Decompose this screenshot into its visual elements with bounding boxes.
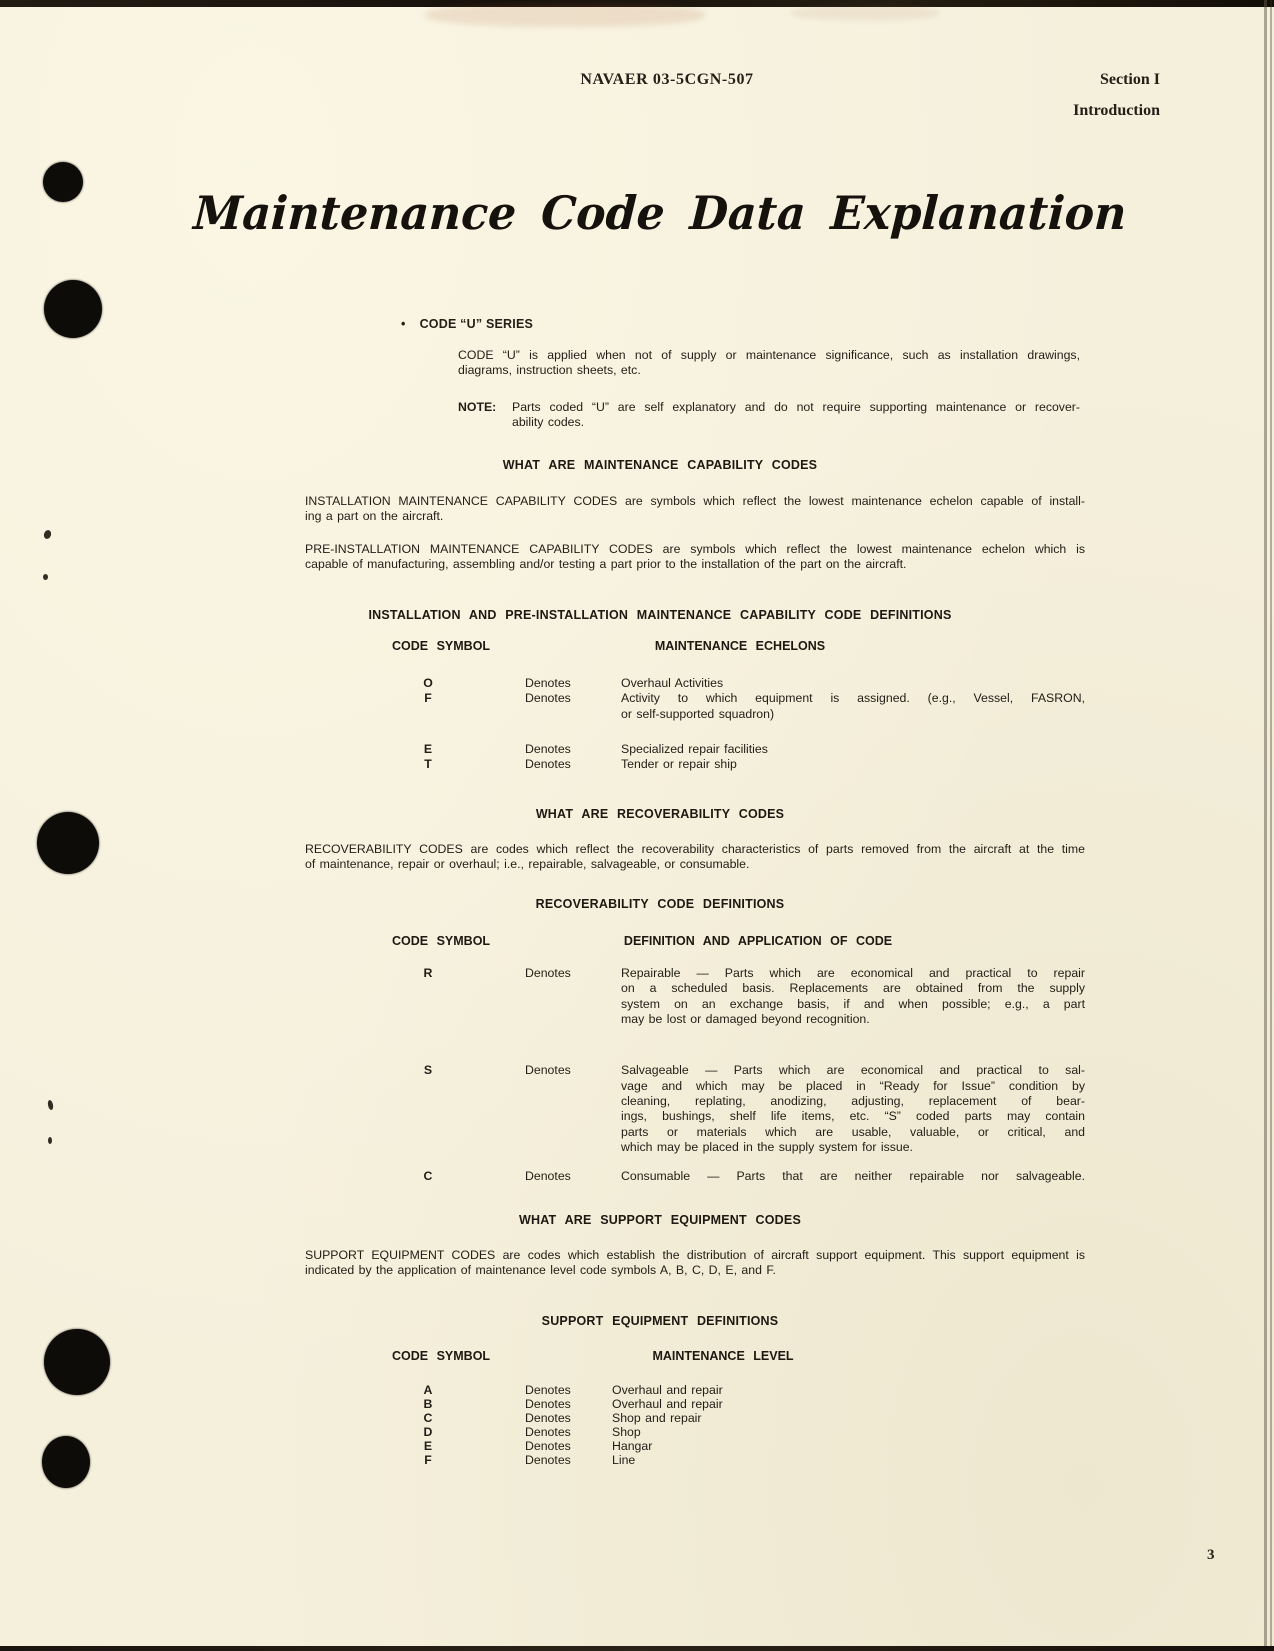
capability-table <box>305 676 1085 773</box>
pre-installation-capability-paragraph: PRE-INSTALLATION MAINTENANCE CAPABILITY CODES are symbols which reflect the lowest maintenance echelon which is capable of manufacturing, assembling and/or testing a part prior to the installation of the part on the aircraft. <box>305 542 1085 572</box>
note-text: Parts coded “U” are self explanatory and do not require supporting maintenance or recover- ability codes. <box>512 400 1080 430</box>
heading-recoverability-definitions: RECOVERABILITY CODE DEFINITIONS <box>535 897 785 911</box>
table-row-f <box>305 691 1085 722</box>
definition-text: Tender or repair ship <box>621 757 737 772</box>
support-equipment-paragraph: SUPPORT EQUIPMENT CODES are codes which establish the distribution of aircraft support equipment. This support equipment is indicated by the application of maintenance level code symbols A, B, C, D, E, and F. <box>305 1248 1085 1278</box>
scan-right-edge-line <box>1270 0 1272 1651</box>
page-title: Maintenance Code Data Explanation <box>192 186 1128 240</box>
denotes-label: Denotes <box>525 966 571 980</box>
section-label: Section I <box>1100 71 1160 88</box>
document-number: NAVAER 03-5CGN-507 <box>580 71 754 88</box>
binder-punch-hole <box>43 162 83 202</box>
table-row-o <box>305 676 1085 691</box>
table-row-b <box>305 1398 1085 1412</box>
ink-stamp-ghost <box>425 3 705 27</box>
support-equipment-table <box>305 1384 1085 1467</box>
column-header-code-symbol: CODE SYMBOL <box>392 934 491 948</box>
ink-speck <box>47 1100 54 1111</box>
heading-recoverability: WHAT ARE RECOVERABILITY CODES <box>535 807 785 821</box>
column-header-maintenance-echelons: MAINTENANCE ECHELONS <box>654 639 826 653</box>
table-row-e <box>305 1440 1085 1454</box>
table-row-a <box>305 1384 1085 1398</box>
code-symbol: C <box>423 1410 433 1425</box>
denotes-label: Denotes <box>525 757 571 772</box>
capability-table-header <box>305 639 1085 655</box>
definition-text: Overhaul Activities <box>621 676 724 690</box>
table-row-c <box>305 1412 1085 1426</box>
maintenance-level-text: Shop <box>612 1424 641 1439</box>
code-u-note <box>458 400 1080 431</box>
table-row-s <box>305 1063 1085 1155</box>
code-symbol: O <box>423 676 433 690</box>
denotes-label: Denotes <box>525 1438 571 1453</box>
ink-speck <box>43 529 53 540</box>
denotes-label: Denotes <box>525 1410 571 1425</box>
table-row-c <box>305 1169 1085 1184</box>
code-symbol: A <box>423 1383 433 1397</box>
definition-text: Specialized repair facilities <box>621 741 768 756</box>
page-number: 3 <box>1207 1547 1215 1563</box>
ink-speck <box>48 1137 52 1144</box>
table-row-e <box>305 742 1085 757</box>
code-symbol: C <box>423 1169 433 1184</box>
maintenance-level-text: Overhaul and repair <box>612 1396 723 1411</box>
note-label: NOTE: <box>458 400 497 414</box>
support-table-header <box>305 1349 1085 1365</box>
code-symbol: S <box>423 1063 433 1078</box>
recoverability-table-header <box>305 934 1085 950</box>
denotes-label: Denotes <box>525 1169 571 1184</box>
denotes-label: Denotes <box>525 1396 571 1411</box>
scan-bottom-edge <box>0 1646 1274 1651</box>
installation-capability-paragraph: INSTALLATION MAINTENANCE CAPABILITY CODES are symbols which reflect the lowest maintenance echelon capable of install- ing a part on the aircraft. <box>305 494 1085 524</box>
definition-text: Salvageable — Parts which are economical and practical to sal- vage and which may be placed in “Ready for Issue” condition by cleaning, replating, anodizing, adjusting, replacement of bear- ings, bushings, shelf life items, etc. “S” coded parts may contain parts or materials which are usable, valuable, or critical, and which may be placed in the supply system for issue. <box>621 1063 1085 1155</box>
heading-support-equipment: WHAT ARE SUPPORT EQUIPMENT CODES <box>519 1213 801 1227</box>
code-symbol: E <box>423 1438 433 1453</box>
denotes-label: Denotes <box>525 691 571 706</box>
column-header-maintenance-level: MAINTENANCE LEVEL <box>652 1349 794 1363</box>
definition-text: Activity to which equipment is assigned. (e.g., Vessel, FASRON, or self-supported squadron) <box>621 691 1085 721</box>
column-header-definition-application: DEFINITION AND APPLICATION OF CODE <box>623 934 893 948</box>
table-row-d <box>305 1426 1085 1440</box>
code-symbol: R <box>423 966 433 980</box>
table-row-t <box>305 757 1085 772</box>
definition-text: Repairable — Parts which are economical and practical to repair on a scheduled basis. Replacements are obtained from the supply system on an exchange basis, if and when possible; e.g., a part may be lost or damaged beyond recognition. <box>621 966 1085 1027</box>
maintenance-level-text: Overhaul and repair <box>612 1383 723 1397</box>
code-symbol: F <box>424 691 432 706</box>
column-header-code-symbol: CODE SYMBOL <box>392 639 491 653</box>
binder-punch-hole <box>44 280 102 338</box>
code-symbol: D <box>423 1424 433 1439</box>
ink-stamp-ghost <box>790 6 940 20</box>
recoverability-table <box>305 966 1085 1184</box>
scan-right-edge <box>1264 0 1267 1651</box>
column-header-code-symbol: CODE SYMBOL <box>392 1349 491 1363</box>
maintenance-level-text: Hangar <box>612 1438 653 1453</box>
code-u-series-label: CODE “U” SERIES <box>419 317 534 331</box>
denotes-label: Denotes <box>525 1383 571 1397</box>
ink-speck <box>43 574 48 580</box>
denotes-label: Denotes <box>525 741 571 756</box>
denotes-label: Denotes <box>525 1452 571 1467</box>
definition-text: Consumable — Parts that are neither repairable nor salvageable. <box>621 1169 1085 1184</box>
code-symbol: E <box>423 741 433 756</box>
heading-support-equipment-definitions: SUPPORT EQUIPMENT DEFINITIONS <box>541 1314 779 1328</box>
binder-punch-hole <box>42 1436 90 1488</box>
code-u-series-heading <box>401 317 533 331</box>
denotes-label: Denotes <box>525 1424 571 1439</box>
heading-capability-definitions: INSTALLATION AND PRE-INSTALLATION MAINTENANCE CAPABILITY CODE DEFINITIONS <box>368 608 952 622</box>
maintenance-level-text: Line <box>612 1452 636 1467</box>
binder-punch-hole <box>37 812 99 874</box>
denotes-label: Denotes <box>525 676 571 690</box>
table-row-r <box>305 966 1085 1028</box>
code-u-description: CODE “U” is applied when not of supply or maintenance significance, such as installation drawings, diagrams, instruction sheets, etc. <box>458 348 1080 378</box>
recoverability-paragraph: RECOVERABILITY CODES are codes which reflect the recoverability characteristics of parts removed from the aircraft at the time of maintenance, repair or overhaul; i.e., repairable, salvageable, or consumable. <box>305 842 1085 872</box>
table-row-f <box>305 1454 1085 1468</box>
code-symbol: F <box>424 1452 432 1467</box>
section-subtitle: Introduction <box>1073 102 1160 119</box>
denotes-label: Denotes <box>525 1063 571 1078</box>
heading-maintenance-capability: WHAT ARE MAINTENANCE CAPABILITY CODES <box>502 458 818 472</box>
code-symbol: T <box>424 757 432 772</box>
code-symbol: B <box>423 1396 433 1411</box>
bullet-icon: • <box>401 317 406 331</box>
binder-punch-hole <box>44 1329 110 1395</box>
maintenance-level-text: Shop and repair <box>612 1410 702 1425</box>
